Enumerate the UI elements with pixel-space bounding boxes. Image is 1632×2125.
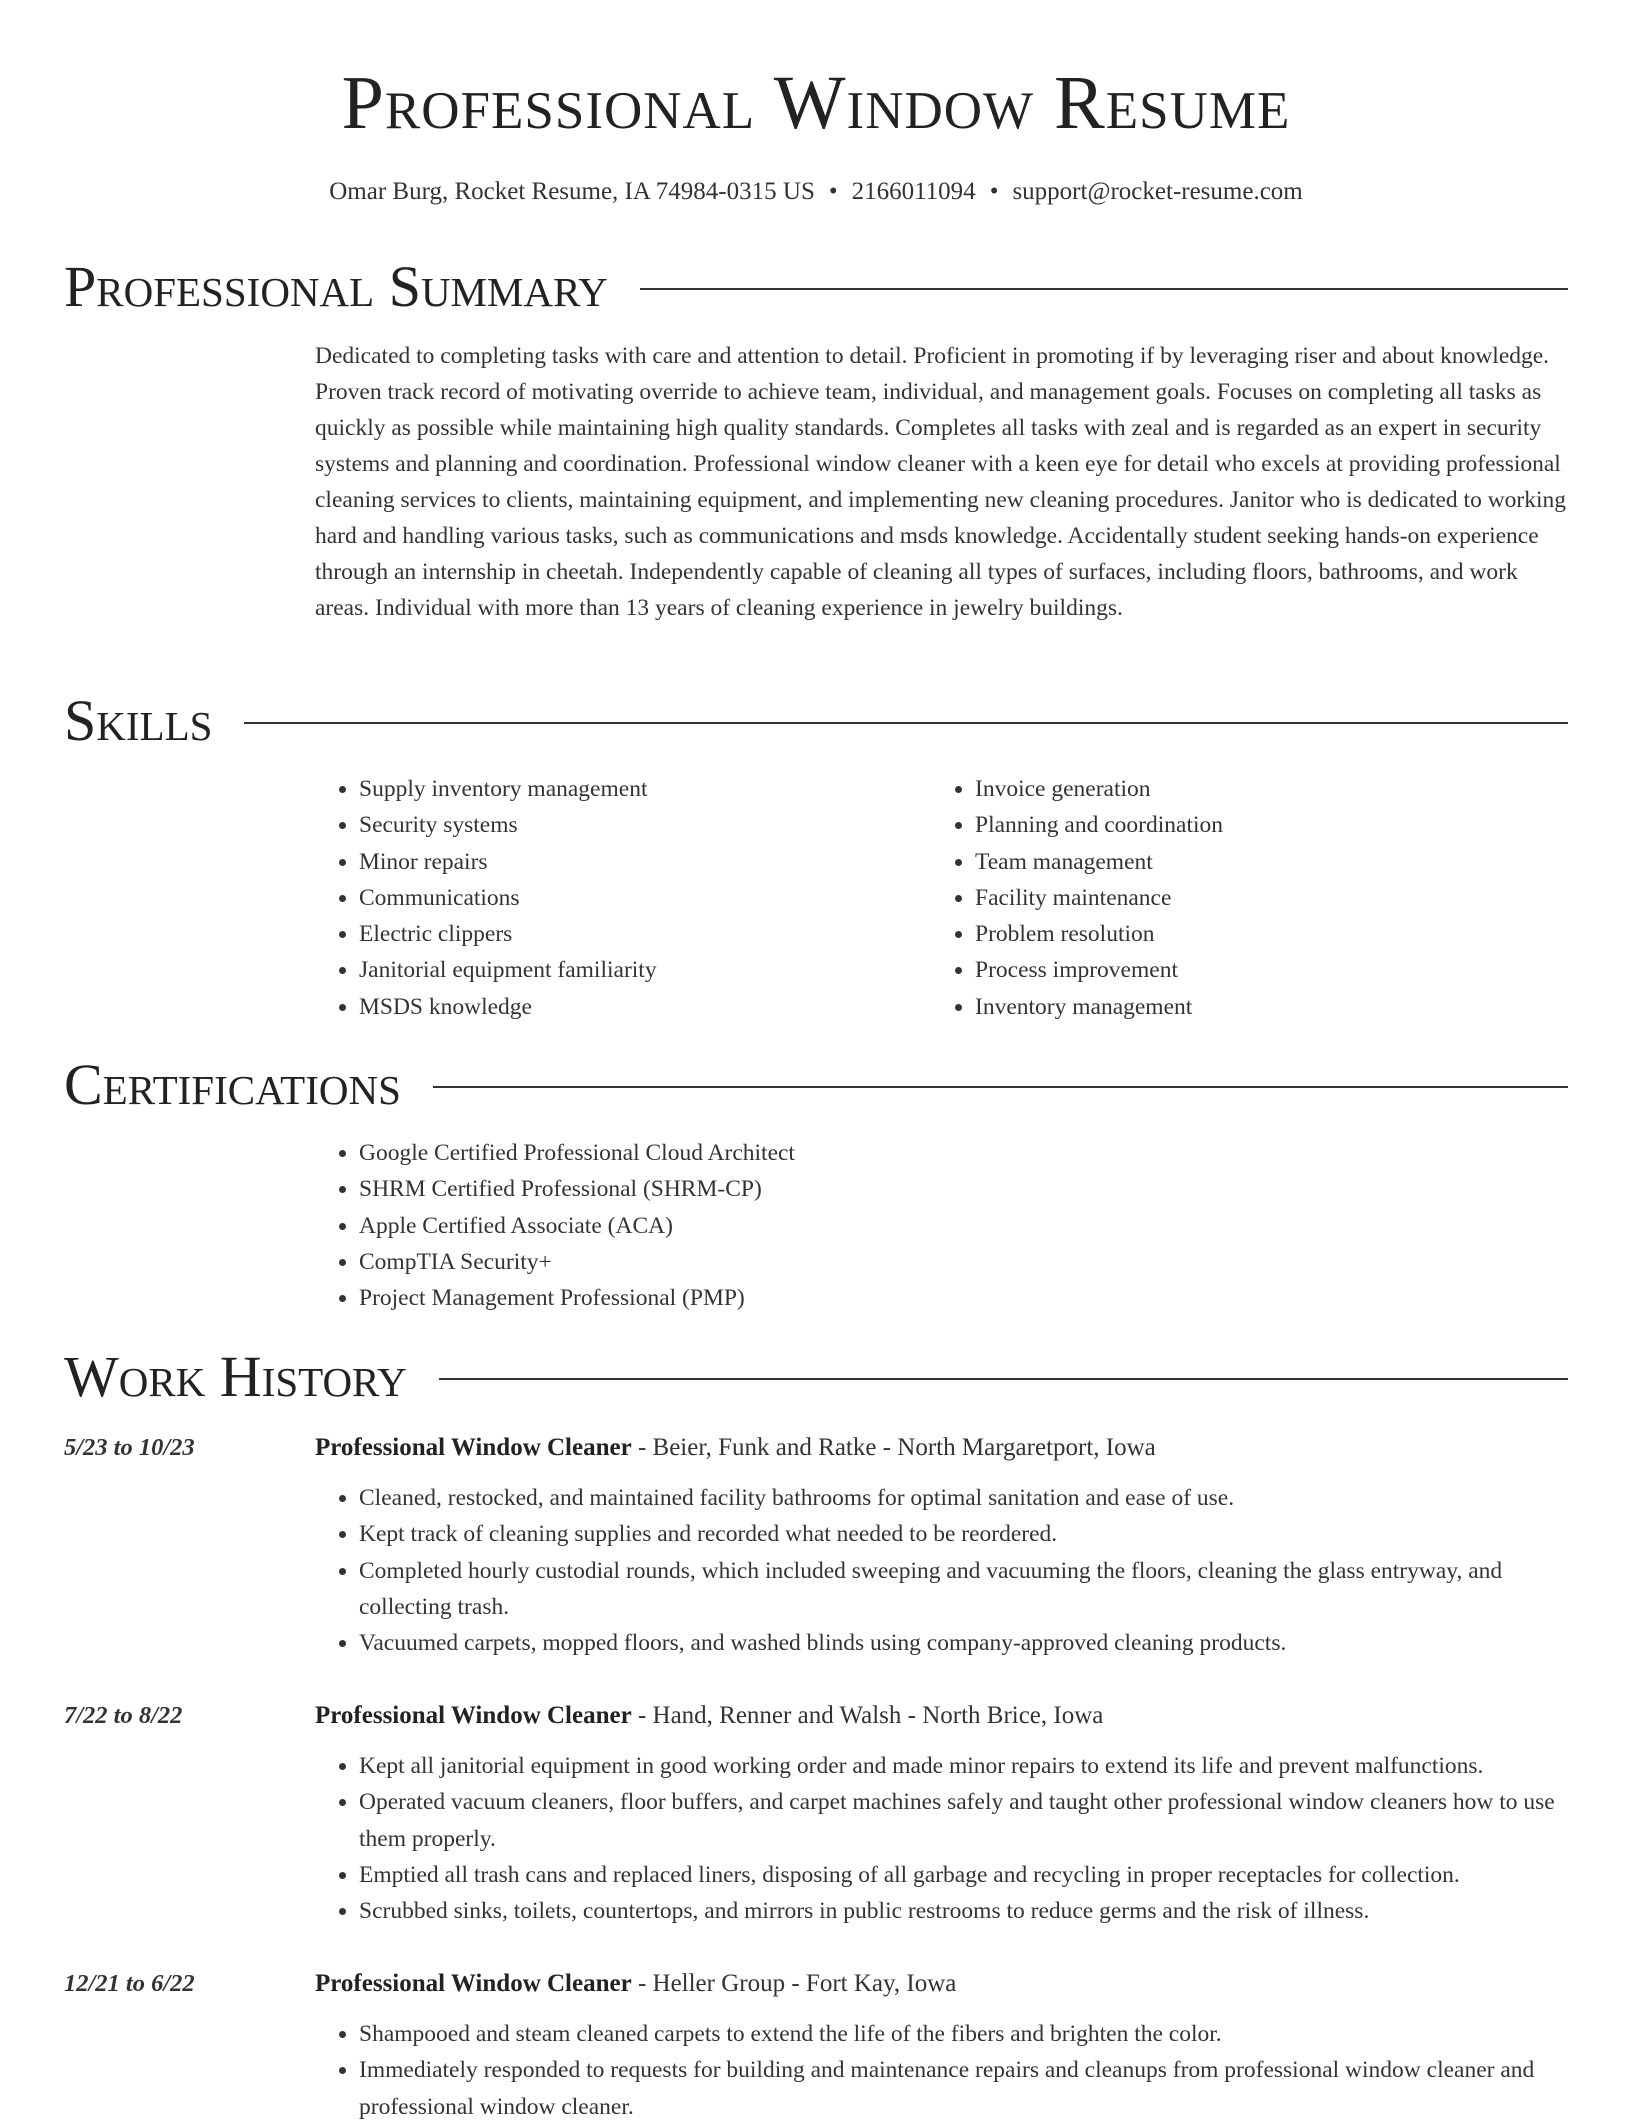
job-duties	[315, 1748, 1571, 1929]
work-history-section-header	[64, 1342, 1568, 1412]
certifications-block	[315, 1135, 795, 1316]
duty-item: • Kept track of cleaning supplies and recorded what needed to be reordered.	[359, 1516, 1571, 1552]
section-divider	[433, 1086, 1568, 1088]
certification-item: • Apple Certified Associate (ACA)	[359, 1208, 795, 1244]
skill-item: • Electric clippers	[359, 916, 657, 952]
summary-section-title: Professional Summary	[64, 254, 608, 319]
job-dates: 7/22 to 8/22	[64, 1702, 183, 1729]
skills-list-left	[315, 771, 657, 1025]
certifications-list	[315, 1135, 795, 1316]
duty-item: • Scrubbed sinks, toilets, countertops, and mirrors in public restrooms to reduce germs and the risk of illness.	[359, 1893, 1571, 1929]
section-divider	[439, 1378, 1568, 1380]
job-employer: - Beier, Funk and Ratke - North Margaretport, Iowa	[631, 1434, 1156, 1461]
duty-item: • Cleaned, restocked, and maintained facility bathrooms for optimal sanitation and ease of use.	[359, 1480, 1571, 1516]
job-heading	[315, 1698, 1103, 1734]
duty-item: • Completed hourly custodial rounds, which included sweeping and vacuuming the floors, cleaning the glass entryway, and collecting trash.	[359, 1553, 1571, 1626]
job-employer: - Heller Group - Fort Kay, Iowa	[631, 1970, 957, 1997]
duty-item: • Kept all janitorial equipment in good working order and made minor repairs to extend its life and prevent malfunctions.	[359, 1748, 1571, 1784]
skills-left-column	[315, 771, 657, 1025]
skill-item: • Problem resolution	[975, 916, 1223, 952]
skills-section-header	[64, 686, 1568, 756]
skill-item: • Team management	[975, 844, 1223, 880]
skill-item: • Planning and coordination	[975, 807, 1223, 843]
skill-item: • Supply inventory management	[359, 771, 657, 807]
job-dates: 5/23 to 10/23	[64, 1434, 195, 1461]
summary-section-header	[64, 252, 1568, 322]
contact-separator: •	[828, 178, 838, 205]
contact-email[interactable]: support@rocket-resume.com	[1012, 178, 1303, 205]
contact-address: Omar Burg, Rocket Resume, IA 74984-0315 US	[329, 178, 815, 205]
contact-phone[interactable]: 2166011094	[851, 178, 976, 205]
skill-item: • Process improvement	[975, 952, 1223, 988]
job-duties	[315, 1480, 1571, 1661]
duty-item: • Operated vacuum cleaners, floor buffers, and carpet machines safely and taught other professional window cleaners how to use them properly.	[359, 1784, 1571, 1857]
skill-item: • MSDS knowledge	[359, 989, 657, 1025]
certification-item: • Project Management Professional (PMP)	[359, 1280, 795, 1316]
contact-line	[0, 174, 1632, 210]
job-heading	[315, 1430, 1156, 1466]
job-duties	[315, 2016, 1571, 2125]
certification-item: • Google Certified Professional Cloud Architect	[359, 1135, 795, 1171]
contact-separator: •	[989, 178, 999, 205]
certification-item: • SHRM Certified Professional (SHRM-CP)	[359, 1171, 795, 1207]
duty-item: • Vacuumed carpets, mopped floors, and washed blinds using company-approved cleaning products.	[359, 1625, 1571, 1661]
summary-text: Dedicated to completing tasks with care and attention to detail. Proficient in promoting if by leveraging riser and about knowledge. Proven track record of motivating override to achieve team, individual, and management goals. Focuses on completing all tasks as quickly as possible while maintaining high quality standards. Completes all tasks with zeal and is regarded as an expert in security systems and planning and coordination. Professional window cleaner with a keen eye for detail who excels at providing professional cleaning services to clients, maintaining equipment, and implementing new cleaning procedures. Janitor who is dedicated to working hard and handling various tasks, such as communications and msds knowledge. Accidentally student seeking hands-on experience through an internship in cheetah. Independently capable of cleaning all types of surfaces, including floors, bathrooms, and work areas. Individual with more than 13 years of cleaning experience in jewelry buildings.	[315, 343, 1567, 621]
skill-item: • Security systems	[359, 807, 657, 843]
skills-right-column	[931, 771, 1223, 1025]
job-role: Professional Window Cleaner	[315, 1970, 632, 1997]
skill-item: • Inventory management	[975, 989, 1223, 1025]
job-duties-list	[315, 1480, 1571, 1661]
job-duties-list	[315, 2016, 1571, 2125]
skill-item: • Facility maintenance	[975, 880, 1223, 916]
skills-list-right	[931, 771, 1223, 1025]
certifications-section-title: Certifications	[64, 1052, 401, 1117]
job-heading	[315, 1966, 956, 2002]
skills-section-title: Skills	[64, 688, 213, 753]
skill-item: • Communications	[359, 880, 657, 916]
section-divider	[244, 722, 1568, 724]
duty-item: • Shampooed and steam cleaned carpets to extend the life of the fibers and brighten the color.	[359, 2016, 1571, 2052]
certifications-section-header	[64, 1050, 1568, 1120]
job-role: Professional Window Cleaner	[315, 1434, 632, 1461]
duty-item: • Immediately responded to requests for building and maintenance repairs and cleanups from professional window cleaner and professional window cleaner.	[359, 2052, 1571, 2125]
job-employer: - Hand, Renner and Walsh - North Brice, Iowa	[631, 1702, 1104, 1729]
job-role: Professional Window Cleaner	[315, 1702, 632, 1729]
skill-item: • Minor repairs	[359, 844, 657, 880]
section-divider	[640, 288, 1568, 290]
job-dates: 12/21 to 6/22	[64, 1970, 195, 1997]
job-duties-list	[315, 1748, 1571, 1929]
duty-item: • Emptied all trash cans and replaced liners, disposing of all garbage and recycling in proper receptacles for collection.	[359, 1857, 1571, 1893]
work-history-section-title: Work History	[64, 1344, 407, 1409]
resume-title: Professional Window Resume	[341, 61, 1291, 145]
skill-item: • Invoice generation	[975, 771, 1223, 807]
certification-item: • CompTIA Security+	[359, 1244, 795, 1280]
skill-item: • Janitorial equipment familiarity	[359, 952, 657, 988]
